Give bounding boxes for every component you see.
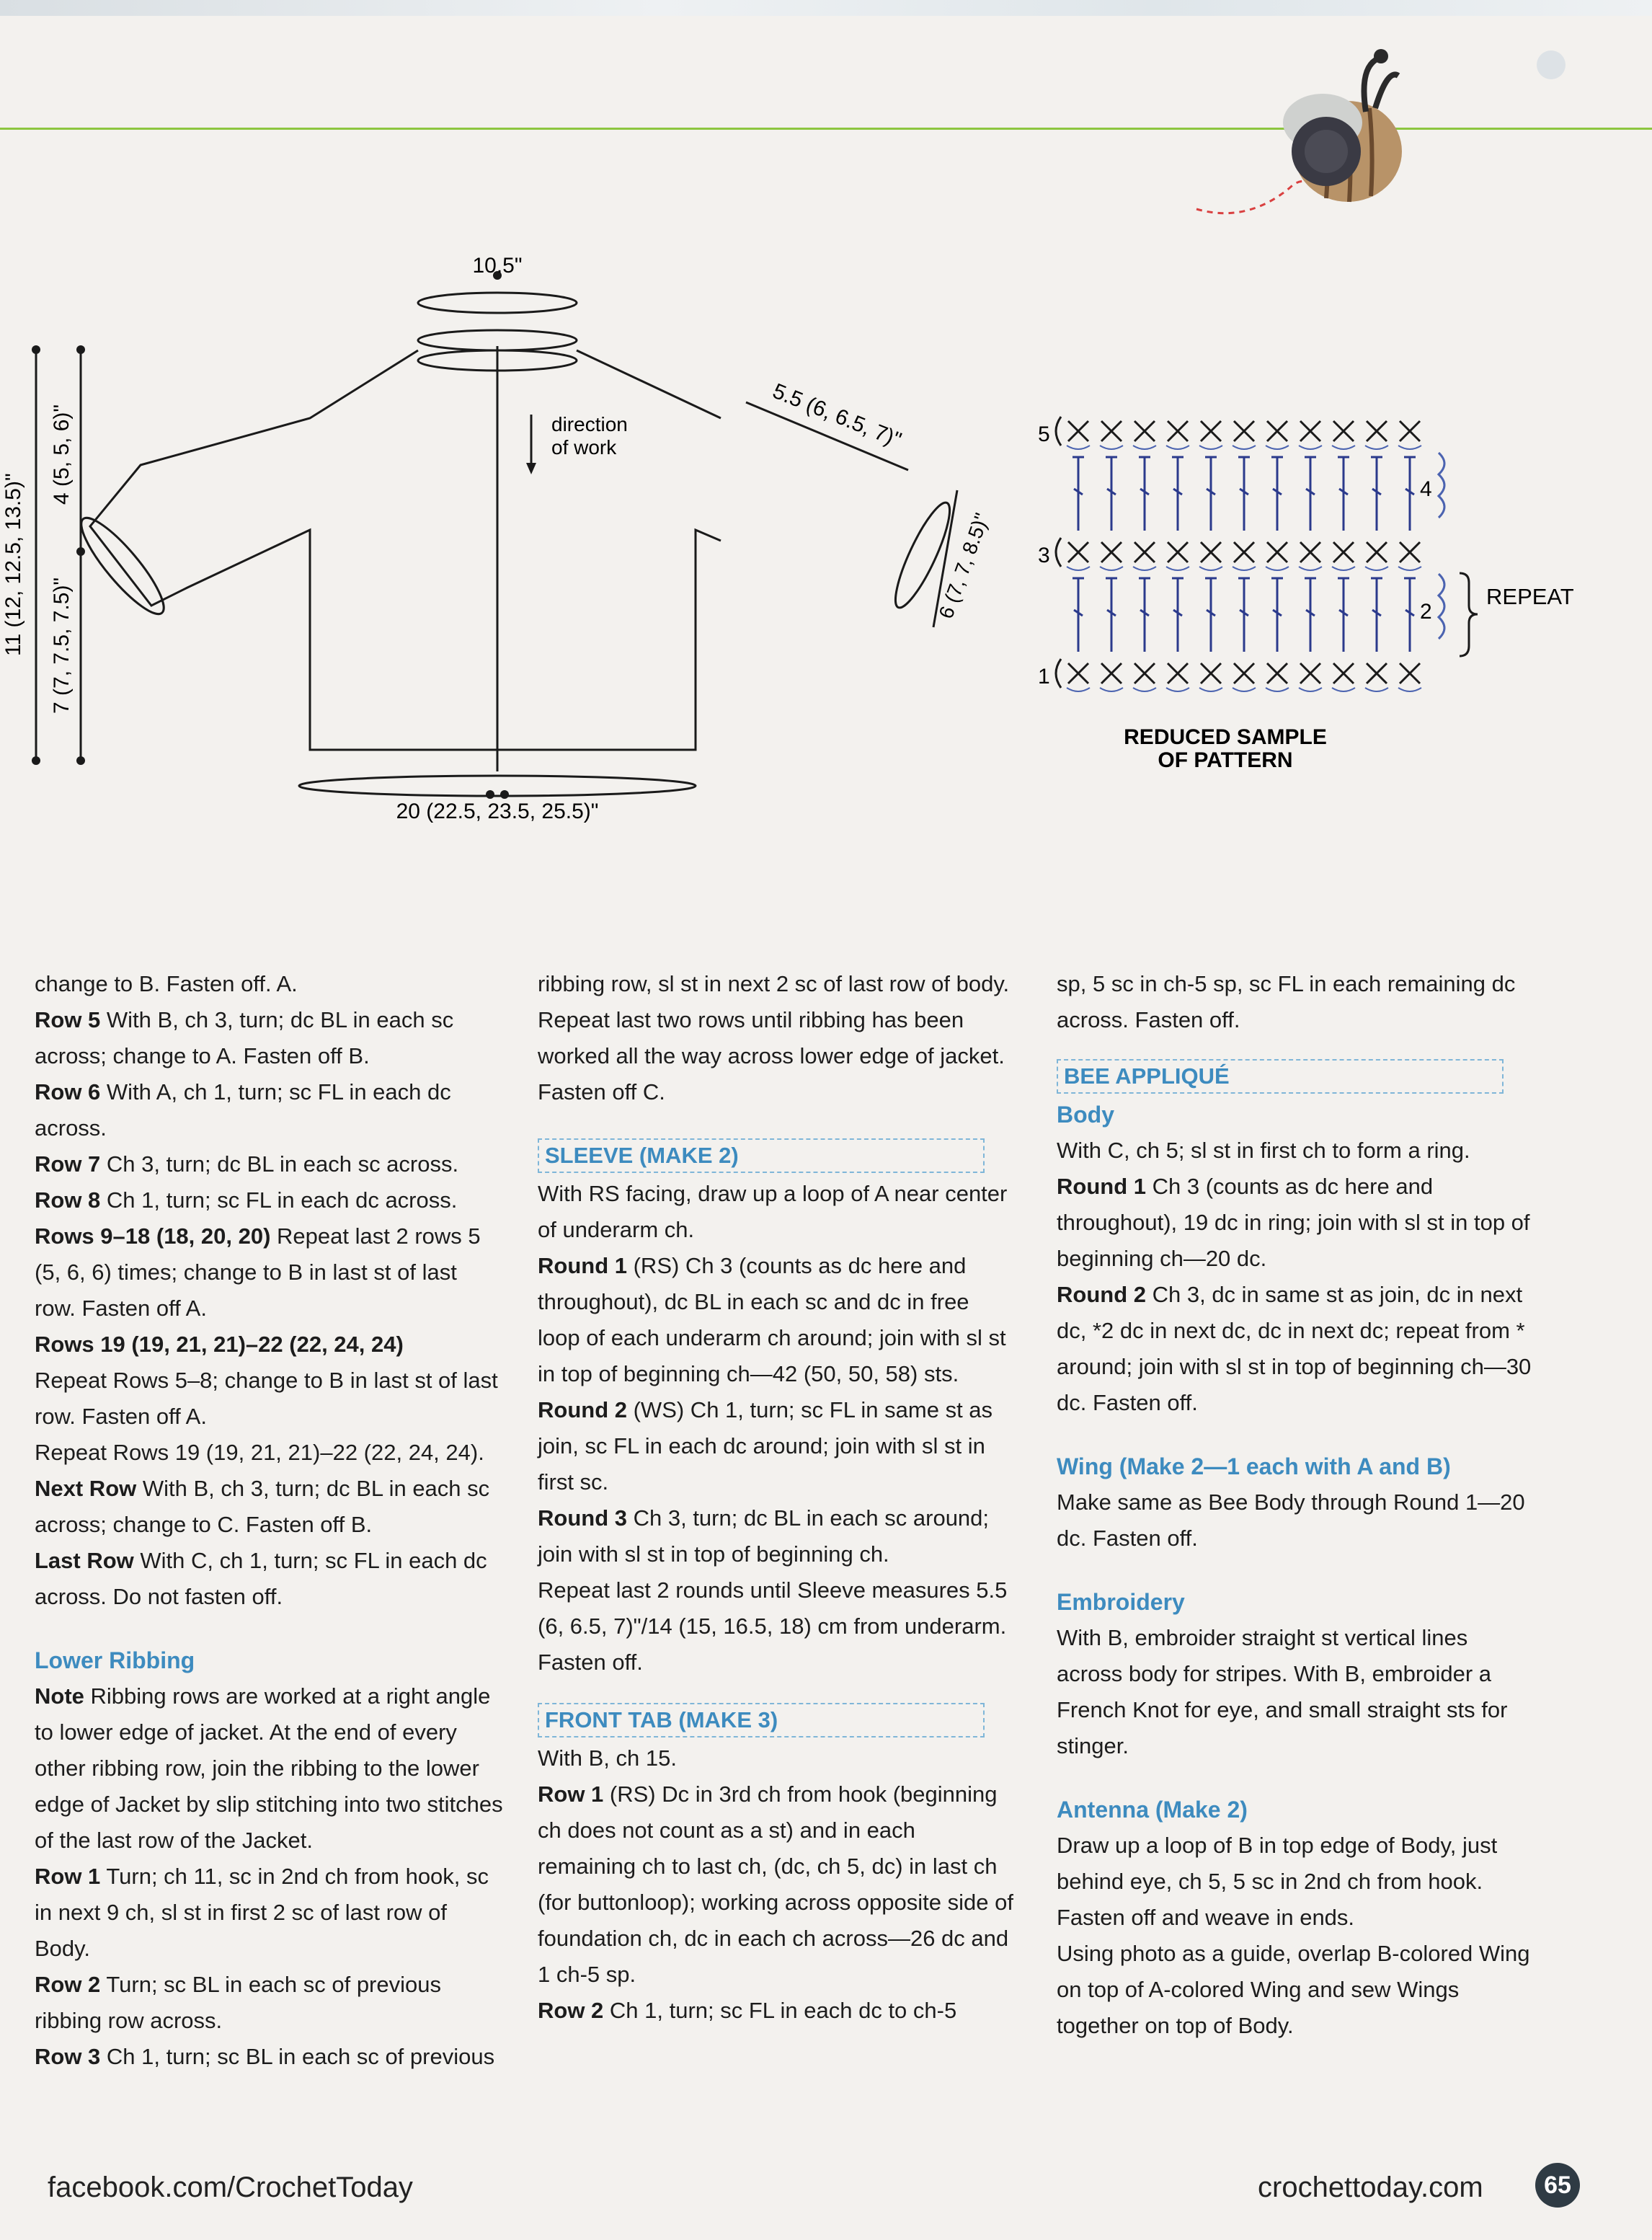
sc-stitch-mark (1300, 421, 1320, 441)
width-bottom-measure: 20 (22.5, 23.5, 25.5)" (396, 800, 599, 823)
loop-mark (1299, 567, 1322, 570)
sc-stitch-mark (1068, 542, 1088, 562)
col1-paragraph: Row 8 Ch 1, turn; sc FL in each dc across. (35, 1187, 458, 1213)
loop-mark (1332, 688, 1355, 691)
turn-chain-mark (1056, 417, 1061, 446)
lower-ribbing-paragraphs (35, 1678, 503, 2075)
loop-mark (1133, 688, 1156, 691)
col1-paragraph: Row 5 With B, ch 3, turn; dc BL in each sc across; change to A. Fasten off B. (35, 1007, 454, 1068)
col1-label: Row 8 (35, 1187, 101, 1213)
col1-paragraphs (35, 966, 503, 1615)
col2-paragraphs (538, 966, 1013, 1110)
direction-label-1: direction (551, 413, 628, 435)
col2-paragraph: ribbing row, sl st in next 2 sc of last row of body. (538, 971, 1010, 996)
sleeve-paragraph: Repeat last 2 rounds until Sleeve measures 5.5 (6, 6.5, 7)"/14 (15, 16.5, 18) cm from underarm. Fasten off. (538, 1577, 1008, 1675)
sc-stitch-mark (1300, 542, 1320, 562)
turn-chain-mark (1439, 453, 1444, 518)
sleeve-paragraphs (538, 1176, 1013, 1681)
loop-mark (1199, 688, 1222, 691)
front-tab-label: Row 2 (538, 1998, 604, 2023)
loop-mark (1398, 688, 1421, 691)
turn-chain-mark (1056, 659, 1061, 688)
col1-paragraph: Row 7 Ch 3, turn; dc BL in each sc across. (35, 1151, 459, 1177)
sc-stitch-mark (1168, 421, 1188, 441)
embroidery-paragraph: With B, embroider straight st vertical lines across body for stripes. With B, embroider a French Knot for eye, and small straight sts for stinger. (1057, 1625, 1508, 1758)
sc-stitch-mark (1333, 663, 1354, 683)
loop-mark (1299, 688, 1322, 691)
body-heading: Body (1057, 1102, 1114, 1128)
loop-mark (1067, 446, 1090, 449)
sleeve-length-measure: 5.5 (6, 6.5, 7)" (769, 379, 905, 453)
sc-stitch-mark (1267, 421, 1287, 441)
front-tab-paragraph: With B, ch 15. (538, 1745, 677, 1771)
sc-stitch-mark (1168, 663, 1188, 683)
loop-mark (1365, 688, 1388, 691)
loop-mark (1332, 567, 1355, 570)
row-label-4: 4 (1420, 477, 1432, 501)
sc-stitch-mark (1400, 421, 1420, 441)
loop-mark (1299, 446, 1322, 449)
ribbing-paragraph: Row 1 Turn; ch 11, sc in 2nd ch from hook, sc in next 9 ch, sl st in first 2 sc of last row of Body. (35, 1864, 489, 1961)
loop-mark (1100, 567, 1123, 570)
sc-stitch-mark (1267, 542, 1287, 562)
col1-paragraph: change to B. Fasten off. A. (35, 971, 298, 996)
sleeve-paragraph: With RS facing, draw up a loop of A near center of underarm ch. (538, 1181, 1008, 1242)
loop-mark (1398, 567, 1421, 570)
sleeve-label: Round 2 (538, 1397, 627, 1422)
sc-stitch-mark (1101, 542, 1122, 562)
front-tab-paragraph: Row 1 (RS) Dc in 3rd ch from hook (beginning ch does not count as a st) and in each remaining ch to last ch, (dc, ch 5, dc) in last ch (for buttonloop); working across opposite side of foundation ch, dc in each ch across—26 dc and 1 ch-5 sp. (538, 1781, 1013, 1987)
cuff-dimension (879, 476, 995, 649)
sc-stitch-mark (1234, 663, 1254, 683)
top-strip (0, 0, 1652, 16)
corner-dot (1537, 50, 1566, 79)
sc-stitch-mark (1333, 542, 1354, 562)
loop-mark (1365, 567, 1388, 570)
column-1 (35, 966, 503, 2075)
loop-mark (1233, 567, 1256, 570)
ribbing-label: Note (35, 1683, 84, 1709)
col3-paragraphs (1057, 966, 1532, 1038)
loop-mark (1100, 446, 1123, 449)
height-total-measure: 11 (12, 12.5, 13.5)" (1, 473, 25, 656)
website-link[interactable]: crochettoday.com (1258, 2172, 1483, 2203)
ribbing-paragraph: Row 2 Turn; sc BL in each sc of previous ribbing row across. (35, 1972, 441, 2033)
turn-chain-mark (1439, 574, 1444, 639)
sc-stitch-mark (1367, 663, 1387, 683)
height-upper-measure: 4 (5, 5, 6)" (50, 404, 74, 505)
antenna-paragraph: Draw up a loop of B in top edge of Body, just behind eye, ch 5, 5 sc in 2nd ch from hook. Fasten off and weave in ends. (1057, 1833, 1498, 1930)
loop-mark (1067, 688, 1090, 691)
bee-applique-photo (1182, 43, 1398, 231)
sc-stitch-mark (1333, 421, 1354, 441)
row-label-2: 2 (1420, 600, 1432, 624)
sc-stitch-mark (1367, 421, 1387, 441)
sc-stitch-mark (1134, 542, 1155, 562)
sleeve-paragraph: Round 3 Ch 3, turn; dc BL in each sc around; join with sl st in top of beginning ch. (538, 1505, 990, 1567)
col2-paragraph: Repeat last two rows until ribbing has been worked all the way across lower edge of jacket. Fasten off C. (538, 1007, 1005, 1104)
repeat-label: REPEAT (1486, 584, 1574, 609)
front-tab-paragraphs (538, 1740, 1013, 2029)
col1-paragraph: Next Row With B, ch 3, turn; dc BL in each sc across; change to C. Fasten off B. (35, 1476, 490, 1537)
ribbing-label: Row 2 (35, 1972, 101, 1997)
sc-stitch-mark (1300, 663, 1320, 683)
arrow-down-icon (526, 463, 536, 474)
loop-mark (1166, 688, 1189, 691)
wing-paragraph: Make same as Bee Body through Round 1—20 dc. Fasten off. (1057, 1489, 1525, 1551)
front-tab-label: Row 1 (538, 1781, 604, 1807)
col1-label: Row 7 (35, 1151, 101, 1177)
antenna-paragraph: Using photo as a guide, overlap B-colored Wing on top of A-colored Wing and sew Wings together on top of Body. (1057, 1941, 1530, 2038)
col1-paragraph (35, 1327, 503, 1363)
turn-chain-mark (1056, 538, 1061, 567)
col1-label: Last Row (35, 1548, 134, 1573)
repeat-brace (1460, 573, 1478, 656)
ribbing-label: Row 1 (35, 1864, 101, 1889)
green-rule (0, 128, 1652, 130)
embroidery-paragraphs (1057, 1620, 1532, 1764)
column-2 (538, 966, 1013, 2029)
loop-mark (1067, 567, 1090, 570)
loop-mark (1233, 688, 1256, 691)
sc-stitch-mark (1068, 663, 1088, 683)
col1-paragraph: Rows 9–18 (18, 20, 20) Repeat last 2 rows 5 (5, 6, 6) times; change to B in last st of last row. Fasten off A. (35, 1223, 481, 1321)
neck-measure: 10.5" (472, 254, 523, 278)
col1-paragraph: Repeat Rows 19 (19, 21, 21)–22 (22, 24, 24). (35, 1440, 484, 1465)
sleeve-heading: SLEEVE (MAKE 2) (538, 1138, 985, 1173)
cuff-measure: 6 (7, 7, 8.5)" (934, 510, 994, 622)
page-number: 65 (1535, 2163, 1580, 2208)
lower-ribbing-heading: Lower Ribbing (35, 1647, 195, 1673)
row-label-3: 3 (1038, 544, 1050, 567)
sc-stitch-mark (1234, 542, 1254, 562)
sc-stitch-mark (1134, 421, 1155, 441)
bee-body-paragraph: With C, ch 5; sl st in first ch to form a ring. (1057, 1138, 1470, 1163)
loop-mark (1166, 446, 1189, 449)
sc-stitch-mark (1400, 663, 1420, 683)
sleeve-paragraph: Round 1 (RS) Ch 3 (counts as dc here and throughout), dc BL in each sc and dc in free loop of each underarm ch around; join with sl st in top of beginning ch—42 (50, 50, 58) sts. (538, 1253, 1006, 1386)
col1-paragraph: Row 6 With A, ch 1, turn; sc FL in each dc across. (35, 1079, 451, 1141)
col1-label: Next Row (35, 1476, 137, 1501)
sc-stitch-mark (1201, 663, 1221, 683)
bee-body-paragraph: Round 1 Ch 3 (counts as dc here and throughout), 19 dc in ring; join with sl st in top of beginning ch—20 dc. (1057, 1174, 1530, 1271)
sc-stitch-mark (1201, 542, 1221, 562)
sleeve-paragraph: Round 2 (WS) Ch 1, turn; sc FL in same st as join, sc FL in each dc around; join with sl st in first sc. (538, 1397, 993, 1495)
loop-mark (1199, 567, 1222, 570)
height-lower-measure: 7 (7, 7.5, 7.5)" (50, 577, 74, 714)
bee-body-paragraphs (1057, 1133, 1532, 1421)
sc-stitch-mark (1168, 542, 1188, 562)
ribbing-label: Row 3 (35, 2044, 101, 2069)
ribbing-paragraph: Row 3 Ch 1, turn; sc BL in each sc of previous (35, 2044, 495, 2069)
stitch-chart (1016, 389, 1593, 793)
row-label-1: 1 (1038, 665, 1050, 689)
loop-mark (1266, 446, 1289, 449)
embroidery-heading: Embroidery (1057, 1589, 1185, 1615)
sc-stitch-mark (1201, 421, 1221, 441)
loop-mark (1332, 446, 1355, 449)
col1-label: Row 6 (35, 1079, 101, 1104)
jacket-schematic (0, 238, 905, 844)
column-3 (1057, 966, 1532, 2044)
sc-stitch-mark (1068, 421, 1088, 441)
sleeve-label: Round 1 (538, 1253, 627, 1278)
sleeve-label: Round 3 (538, 1505, 627, 1531)
col1-paragraph: Last Row With C, ch 1, turn; sc FL in each dc across. Do not fasten off. (35, 1548, 487, 1609)
bee-body-paragraph: Round 2 Ch 3, dc in same st as join, dc in next dc, *2 dc in next dc, dc in next dc; repeat from * around; join with sl st in top of beginning ch—30 dc. Fasten off. (1057, 1282, 1532, 1415)
wing-heading: Wing (Make 2—1 each with A and B) (1057, 1453, 1451, 1479)
sc-stitch-mark (1400, 542, 1420, 562)
col1-paragraph: Repeat Rows 5–8; change to B in last st of last row. Fasten off A. (35, 1368, 498, 1429)
chart-caption-1: REDUCED SAMPLE (1124, 725, 1327, 749)
ribbing-paragraph: Note Ribbing rows are worked at a right angle to lower edge of jacket. At the end of every other ribbing row, join the ribbing to the lower edge of Jacket by slip stitching into two stitches of the last row of the Jacket. (35, 1683, 503, 1853)
antenna-paragraphs (1057, 1828, 1532, 2044)
col1-label: Row 5 (35, 1007, 101, 1032)
loop-mark (1233, 446, 1256, 449)
front-tab-paragraph: Row 2 Ch 1, turn; sc FL in each dc to ch-5 (538, 1998, 957, 2023)
sc-stitch-mark (1101, 663, 1122, 683)
loop-mark (1365, 446, 1388, 449)
col3-paragraph: sp, 5 sc in ch-5 sp, sc FL in each remaining dc across. Fasten off. (1057, 971, 1516, 1032)
sc-stitch-mark (1267, 663, 1287, 683)
loop-mark (1199, 446, 1222, 449)
col1-label: Rows 19 (19, 21, 21)–22 (22, 24, 24) (35, 1332, 404, 1357)
sc-stitch-mark (1234, 421, 1254, 441)
sc-stitch-mark (1367, 542, 1387, 562)
wing-paragraphs (1057, 1484, 1532, 1557)
chart-caption-2: OF PATTERN (1158, 748, 1293, 772)
bee-body-label: Round 2 (1057, 1282, 1146, 1307)
bee-body-label: Round 1 (1057, 1174, 1146, 1199)
row-label-5: 5 (1038, 422, 1050, 446)
facebook-link[interactable]: facebook.com/CrochetToday (48, 2172, 413, 2203)
loop-mark (1133, 567, 1156, 570)
antenna-heading: Antenna (Make 2) (1057, 1797, 1248, 1823)
loop-mark (1133, 446, 1156, 449)
loop-mark (1398, 446, 1421, 449)
loop-mark (1266, 688, 1289, 691)
loop-mark (1100, 688, 1123, 691)
col1-label: Rows 9–18 (18, 20, 20) (35, 1223, 271, 1249)
loop-mark (1266, 567, 1289, 570)
sc-stitch-mark (1101, 421, 1122, 441)
loop-mark (1166, 567, 1189, 570)
sc-stitch-mark (1134, 663, 1155, 683)
direction-label-2: of work (551, 436, 617, 459)
front-tab-heading: FRONT TAB (MAKE 3) (538, 1703, 985, 1737)
faded-title-watermark (476, 63, 513, 196)
bee-applique-heading: BEE APPLIQUÉ (1057, 1059, 1504, 1094)
